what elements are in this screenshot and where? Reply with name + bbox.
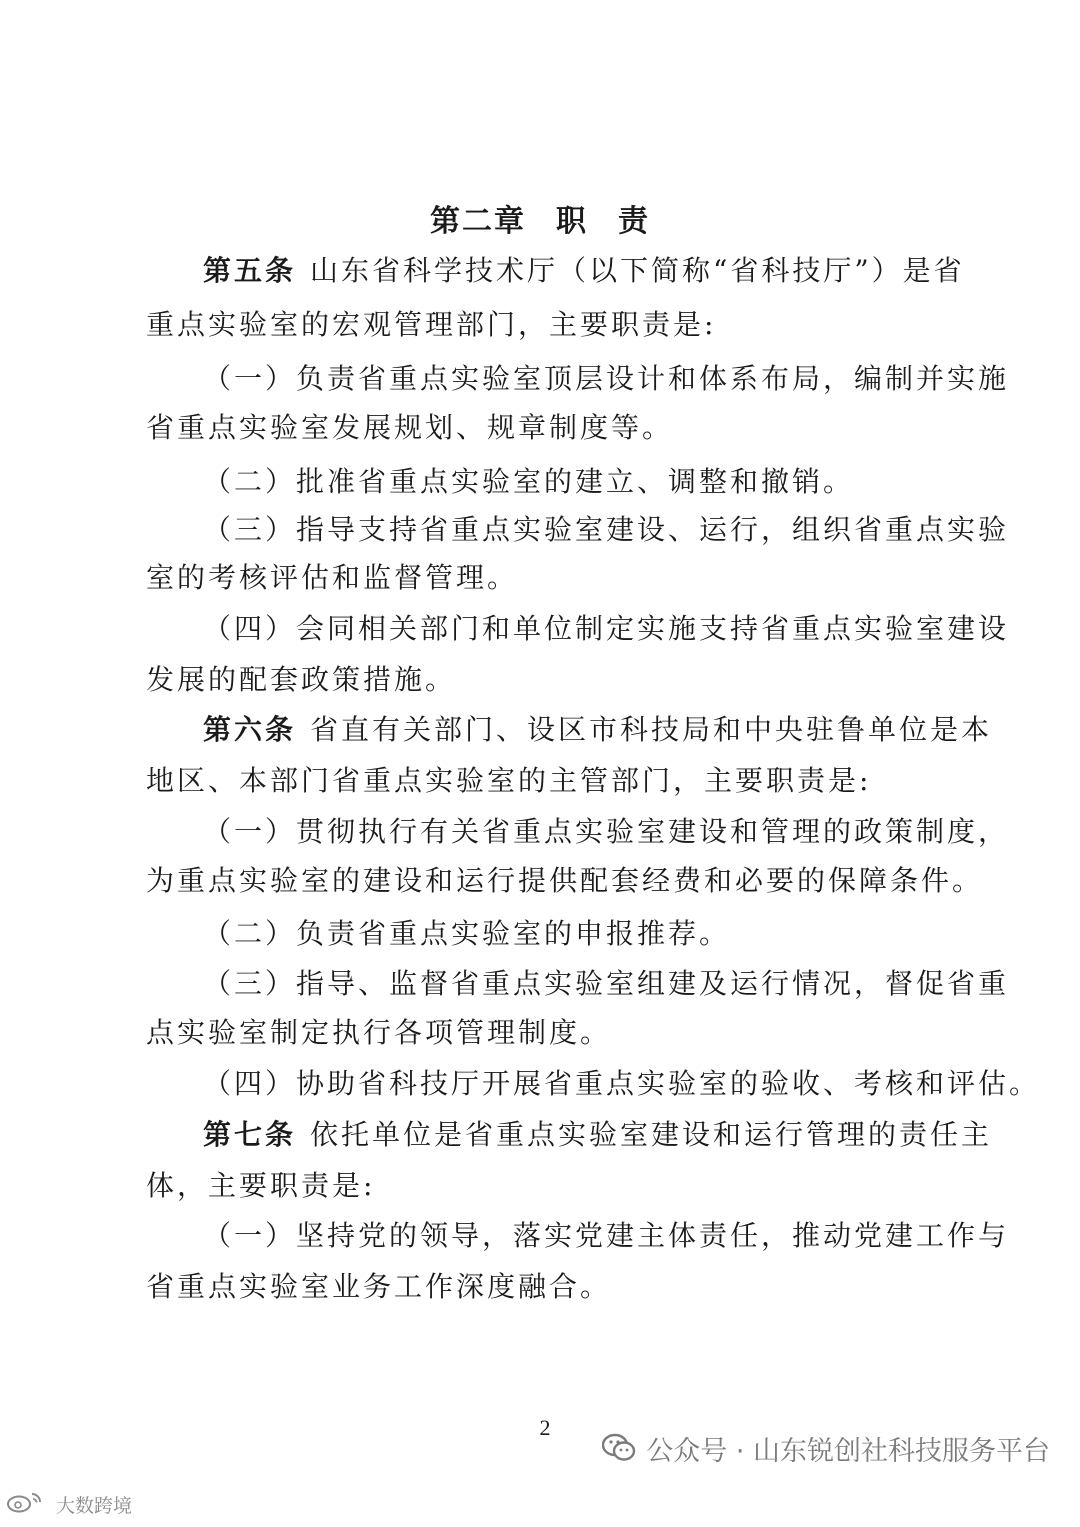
text-line: 室的考核评估和监督管理。 <box>146 561 519 594</box>
text-line: 省重点实验室发展规划、规章制度等。 <box>146 411 674 444</box>
text-line: （一）负责省重点实验室顶层设计和体系布局，编制并实施 <box>203 362 1010 395</box>
watermark-weibo <box>6 1488 132 1520</box>
article-label: 第五条 <box>203 254 297 287</box>
article-5-heading-line <box>203 246 965 296</box>
chapter-number: 第二章 <box>430 204 526 239</box>
article-label: 第六条 <box>203 713 297 746</box>
text-line: 发展的配套政策措施。 <box>146 663 457 696</box>
article-7-heading-line <box>203 1110 993 1160</box>
text-line: 省重点实验室业务工作深度融合。 <box>146 1270 612 1303</box>
text-line: （一）贯彻执行有关省重点实验室建设和管理的政策制度， <box>203 815 1010 848</box>
text-line: 重点实验室的宏观管理部门，主要职责是: <box>146 308 717 341</box>
line-text: 省直有关部门、设区市科技局和中央驻鲁单位是本 <box>310 713 993 746</box>
chapter-word-2: 责 <box>618 204 650 239</box>
article-label: 第七条 <box>203 1118 297 1151</box>
watermark-text: 大数跨境 <box>56 1494 133 1517</box>
text-line: （二）负责省重点实验室的申报推荐。 <box>203 917 731 950</box>
text-line: （四）协助省科技厅开展省重点实验室的验收、考核和评估。 <box>203 1067 1041 1100</box>
chapter-title <box>0 196 1080 248</box>
text-line: 点实验室制定执行各项管理制度。 <box>146 1016 612 1049</box>
line-text: 山东省科学技术厅（以下简称“省科技厅”）是省 <box>310 254 965 287</box>
article-6-heading-line <box>203 705 993 755</box>
text-line: （三）指导、监督省重点实验室组建及运行情况，督促省重 <box>203 967 1010 1000</box>
text-line: 为重点实验室的建设和运行提供配套经费和必要的保障条件。 <box>146 864 984 897</box>
watermark-wechat <box>602 1426 1050 1470</box>
text-line: （三）指导支持省重点实验室建设、运行，组织省重点实验 <box>203 513 1010 546</box>
text-line: 地区、本部门省重点实验室的主管部门，主要职责是: <box>146 764 872 797</box>
page-number: 2 <box>539 1415 551 1440</box>
wechat-icon <box>602 1433 636 1463</box>
weibo-icon <box>6 1490 50 1519</box>
line-text: 依托单位是省重点实验室建设和运行管理的责任主 <box>310 1118 993 1151</box>
chapter-word-1: 职 <box>556 204 588 239</box>
text-line: 体，主要职责是: <box>146 1169 376 1202</box>
text-line: （四）会同相关部门和单位制定实施支持省重点实验室建设 <box>203 612 1010 645</box>
text-line: （一）坚持党的领导，落实党建主体责任，推动党建工作与 <box>203 1219 1010 1252</box>
text-line: （二）批准省重点实验室的建立、调整和撤销。 <box>203 465 855 498</box>
watermark-text: 公众号 · 山东锐创社科技服务平台 <box>646 1435 1050 1467</box>
